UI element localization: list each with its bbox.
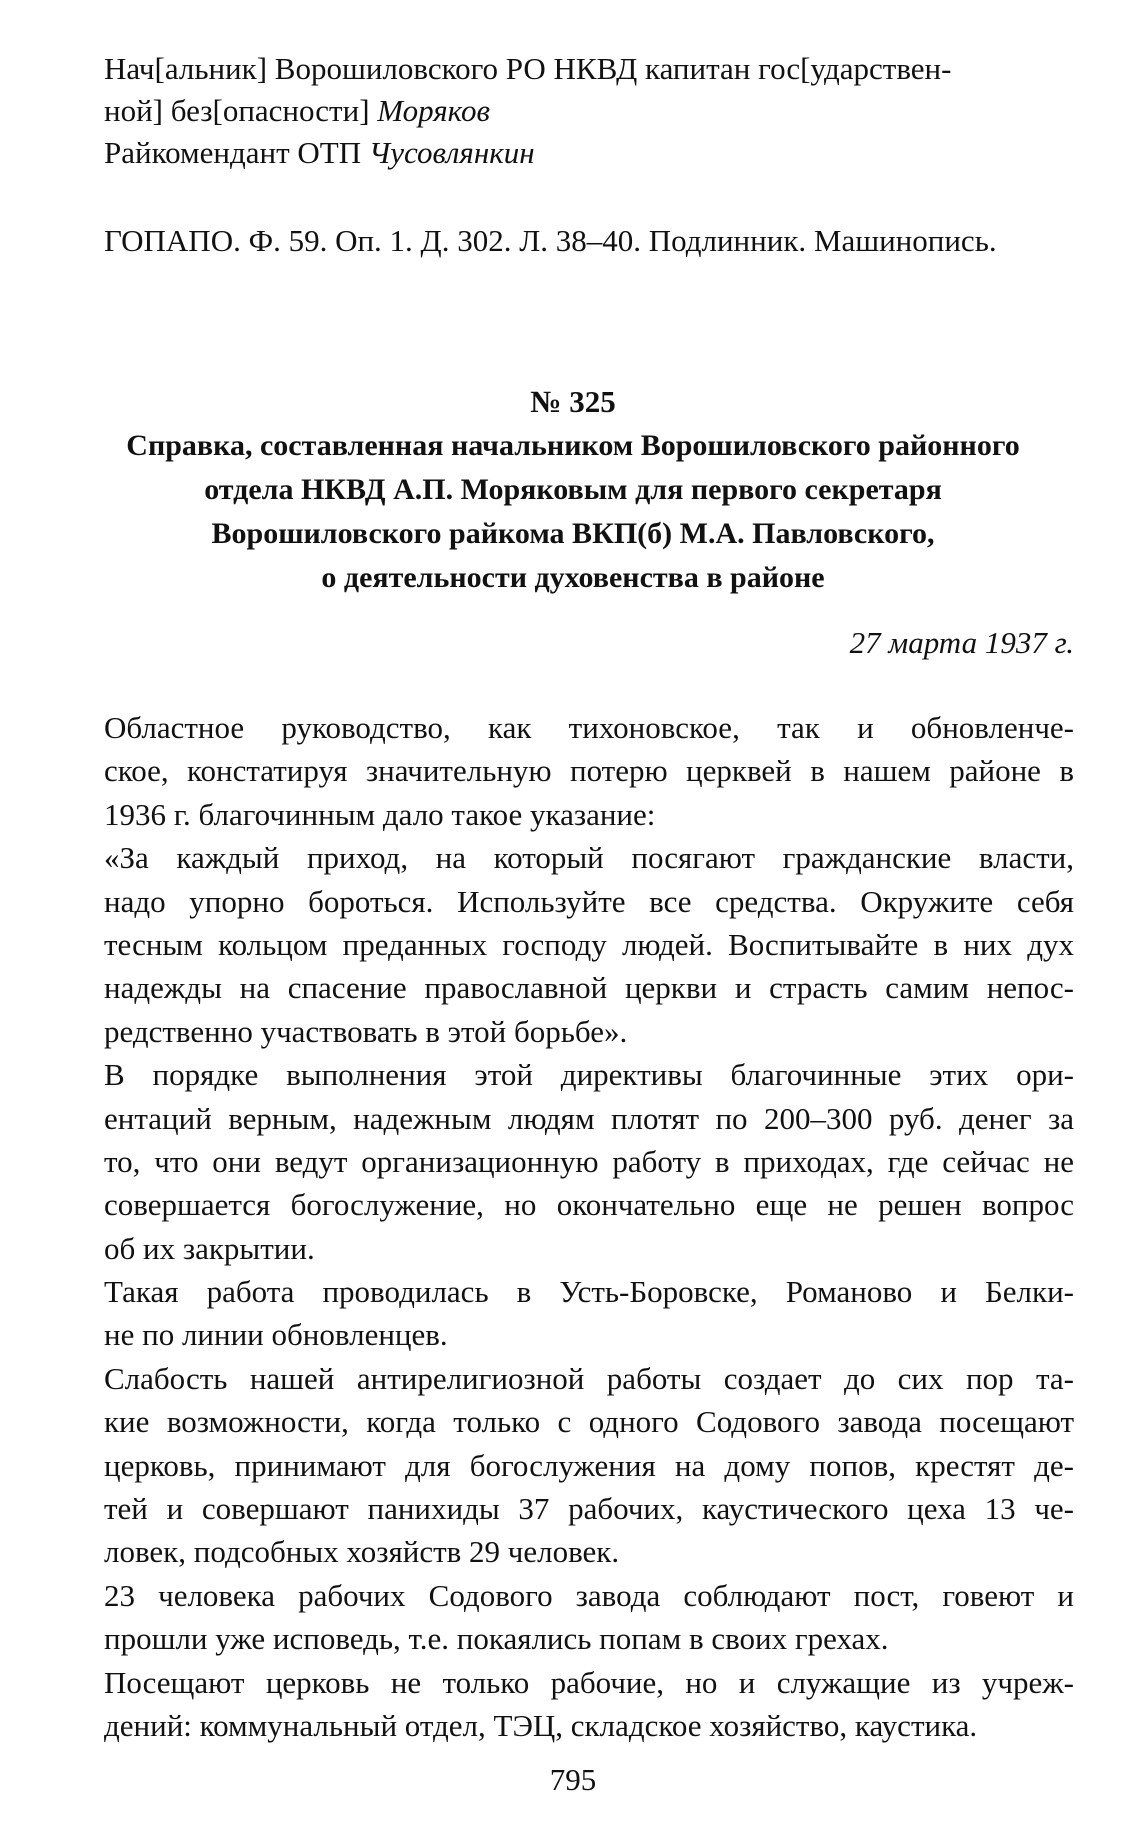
body-line: надо упорно бороться. Используйте все средства. Окружите себя xyxy=(104,883,1074,919)
document-heading xyxy=(40,380,1106,600)
body-line: кие возможности, когда только с одного Содового завода посещают xyxy=(104,1404,1074,1440)
body-line: В порядке выполнения этой директивы благочинные этих ори- xyxy=(104,1057,1074,1093)
body-line: «За каждый приход, на который посягают гражданские власти, xyxy=(104,840,1074,876)
body-line: Слабость нашей антирелигиозной работы создает до сих пор та- xyxy=(104,1360,1074,1396)
document-title-line: Справка, составленная начальником Ворошиловского районного xyxy=(126,429,1020,462)
body-line: 1936 г. благочинным дало такое указание: xyxy=(104,796,656,832)
body-line: дений: коммунальный отдел, ТЭЦ, складское хозяйство, каустика. xyxy=(104,1707,978,1743)
document-title-line: отдела НКВД А.П. Моряковым для первого секретаря xyxy=(204,473,942,506)
document-title-line: о деятельности духовенства в районе xyxy=(321,561,825,594)
body-line: тесным кольцом преданных господу людей. Воспитывайте в них дух xyxy=(104,926,1074,962)
body-line: тей и совершают панихиды 37 рабочих, каустического цеха 13 че- xyxy=(104,1491,1074,1527)
body-line: совершается богослужение, но окончательно еще не решен вопрос xyxy=(104,1187,1074,1223)
signature-title: ной] без[опасности] xyxy=(104,93,378,128)
body-text xyxy=(104,706,1074,1747)
signature-name: Моряков xyxy=(377,93,490,128)
body-line: ентаций верным, надежным людям плотят по 200–300 руб. денег за xyxy=(104,1100,1074,1136)
page-number: 795 xyxy=(549,1762,597,1797)
signature-title: Райкомендант ОТП xyxy=(104,135,369,170)
signature-name: Чусовлянкин xyxy=(368,135,535,170)
body-line: Посещают церковь не только рабочие, но и служащие из учреж- xyxy=(104,1664,1074,1700)
body-line: надежды на спасение православной церкви и страсть самим непос- xyxy=(104,970,1074,1006)
body-line: редственно участвовать в этой борьбе». xyxy=(104,1013,628,1049)
body-line: 23 человека рабочих Содового завода соблюдают пост, говеют и xyxy=(104,1577,1074,1613)
document-number: № 325 xyxy=(530,384,616,419)
signature-line: Нач[альник] Ворошиловского РО НКВД капитан гос[ударствен- xyxy=(104,51,952,86)
document-date: 27 марта 1937 г. xyxy=(849,625,1074,660)
body-line: Областное руководство, как тихоновское, так и обновленче- xyxy=(104,710,1074,745)
body-line: ское, констатируя значительную потерю церквей в нашем районе в xyxy=(104,753,1074,789)
signature-line xyxy=(104,132,1074,174)
body-line: об их закрытии. xyxy=(104,1230,315,1266)
signature-block xyxy=(104,48,1074,174)
body-line: Такая работа проводилась в Усть-Боровске, Романово и Белки- xyxy=(104,1274,1074,1310)
body-line: ловек, подсобных хозяйств 29 человек. xyxy=(104,1534,620,1570)
body-line: прошли уже исповедь, т.е. покаялись попам в своих грехах. xyxy=(104,1621,889,1657)
body-line: церковь, принимают для богослужения на дому попов, крестят де- xyxy=(104,1447,1074,1483)
signature-line xyxy=(104,90,1074,132)
body-line: то, что они ведут организационную работу в приходах, где сейчас не xyxy=(104,1143,1074,1179)
body-line: не по линии обновленцев. xyxy=(104,1317,448,1353)
archive-reference: ГОПАПО. Ф. 59. Оп. 1. Д. 302. Л. 38–40. Подлинник. Машинопись. xyxy=(104,223,997,258)
document-title-line: Ворошиловского райкома ВКП(б) М.А. Павловского, xyxy=(211,517,935,550)
